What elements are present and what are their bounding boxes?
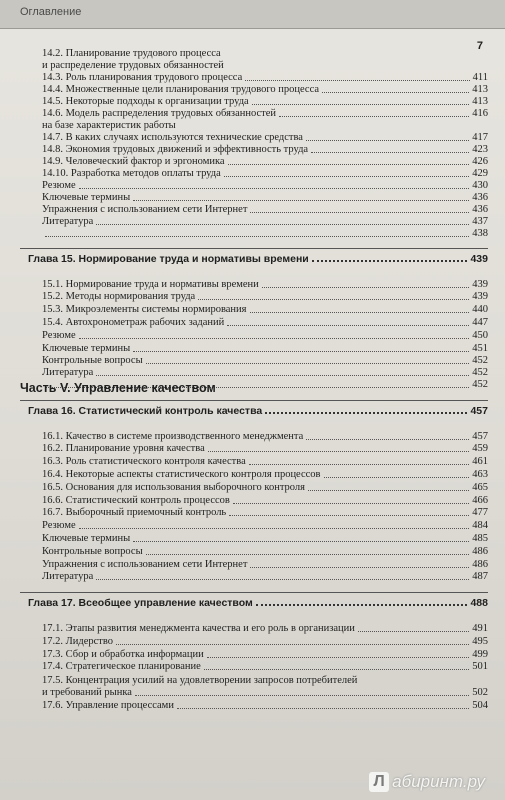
toc-entry (42, 469, 488, 481)
toc-entry-title: 15.4. Автохронометраж рабочих заданий (42, 317, 225, 328)
page-number: 7 (476, 40, 483, 52)
toc-entry-title: 14.10. Разработка методов оплаты труда (42, 168, 221, 179)
toc-entry (42, 456, 488, 468)
toc-entry-title: 16.5. Основания для использования выборочного контроля (42, 482, 305, 493)
toc-entry-title: 16.2. Планирование уровня качества (42, 443, 205, 454)
toc-entry-title: 14.3. Роль планирования трудового процесса (42, 72, 243, 83)
toc-entry (42, 156, 488, 168)
toc-entry-page: 495 (472, 636, 488, 647)
toc-entry-title: 17.1. Этапы развития менеджмента качества и его роль в организации (42, 623, 355, 634)
dot-leader (208, 451, 470, 452)
toc-entry-title: 15.1. Нормирование труда и нормативы времени (42, 279, 259, 290)
toc-entry-page: 487 (472, 571, 488, 582)
toc-entry (42, 317, 488, 329)
toc-entry-page: 438 (472, 228, 488, 239)
toc-entry (42, 279, 488, 291)
toc-entry-title: Глава 17. Всеобщее управление качеством (28, 597, 253, 609)
toc-entry (42, 108, 488, 120)
dot-leader (249, 464, 470, 465)
toc-entry (42, 533, 488, 545)
toc-entry (42, 132, 488, 144)
toc-entry-page: 451 (472, 343, 488, 354)
toc-entry-title: 14.4. Множественные цели планирования трудового процесса (42, 84, 320, 95)
toc-entry-page: 436 (472, 192, 488, 203)
toc-entry-title: 16.4. Некоторые аспекты статистического контроля процессов (42, 469, 321, 480)
chapter-divider (20, 592, 488, 593)
dot-leader (265, 412, 467, 414)
dot-leader (308, 490, 469, 491)
toc-entry (42, 661, 488, 673)
toc-entry (42, 204, 488, 216)
toc-entry-title: Глава 16. Статистический контроль качества (28, 405, 263, 417)
dot-leader (306, 439, 469, 440)
toc-entry-page: 439 (472, 279, 488, 290)
dot-leader (250, 567, 469, 568)
toc-entry-title: 17.6. Управление процессами (42, 700, 174, 711)
toc-entry-page: 486 (472, 559, 488, 570)
toc-entry (42, 367, 488, 379)
toc-entry-page: 437 (472, 216, 488, 227)
toc-entry-title: 16.3. Роль статистического контроля качества (42, 456, 246, 467)
toc-entry (42, 144, 488, 156)
dot-leader (279, 116, 469, 117)
toc-entry-title: Ключевые термины (42, 192, 131, 203)
dot-leader (324, 477, 470, 478)
toc-entry-page: 465 (472, 482, 488, 493)
chapter-divider (20, 248, 488, 249)
toc-entry-page: 452 (472, 355, 488, 366)
dot-leader (311, 152, 469, 153)
toc-entry (42, 60, 488, 72)
toc-entry-page: 450 (472, 330, 488, 341)
toc-entry-title: 17.5. Концентрация усилий на удовлетворении запросов потребителей (42, 675, 358, 686)
toc-entry-page: 461 (472, 456, 488, 467)
toc-entry (42, 546, 488, 558)
toc-entry (42, 304, 488, 316)
toc-entry-page: 439 (472, 291, 488, 302)
dot-leader (96, 375, 469, 376)
toc-entry-title: 14.5. Некоторые подходы к организации труда (42, 96, 249, 107)
part-title: Часть V. Управление качеством (20, 381, 216, 395)
toc-entry (42, 180, 488, 192)
toc-entry (42, 120, 488, 132)
toc-entry (42, 355, 488, 367)
toc-entry (42, 623, 488, 635)
toc-entry (42, 84, 488, 96)
dot-leader (96, 224, 469, 225)
toc-entry-title: 16.1. Качество в системе производственного менеджмента (42, 431, 304, 442)
dot-leader (262, 287, 469, 288)
dot-leader (250, 212, 469, 213)
toc-entry (42, 495, 488, 507)
toc-entry-page: 459 (472, 443, 488, 454)
toc-entry-page: 486 (472, 546, 488, 557)
toc-entry (42, 443, 488, 455)
toc-entry (42, 700, 488, 712)
toc-entry-page: 457 (472, 431, 488, 442)
toc-entry (42, 72, 488, 84)
dot-leader (79, 528, 470, 529)
chapter-entry (28, 597, 488, 609)
toc-entry-page: 426 (472, 156, 488, 167)
dot-leader (228, 164, 470, 165)
dot-leader (233, 503, 469, 504)
toc-entry (42, 649, 488, 661)
toc-entry-page: 499 (472, 649, 488, 660)
chapter-entry (28, 253, 488, 265)
toc-entry (42, 559, 488, 571)
toc-entry-title: 14.8. Экономия трудовых движений и эффективность труда (42, 144, 309, 155)
labirint-logo-icon: Л (369, 772, 389, 792)
chapter-entry (28, 405, 488, 417)
toc-entry-page: 485 (472, 533, 488, 544)
toc-entry-page: 504 (472, 700, 488, 711)
running-header (0, 0, 505, 29)
toc-entry-title: Упражнения с использованием сети Интернет (42, 559, 248, 570)
toc-entry (42, 330, 488, 342)
toc-entry-title: Контрольные вопросы (42, 355, 143, 366)
dot-leader (116, 644, 469, 645)
toc-entry-page: 416 (472, 108, 488, 119)
dot-leader (133, 351, 469, 352)
toc-entry-title: Резюме (42, 520, 76, 531)
dot-leader (358, 631, 469, 632)
toc-entry-title: Глава 15. Нормирование труда и нормативы времени (28, 253, 309, 265)
toc-entry (42, 291, 488, 303)
toc-entry-page: 502 (472, 687, 488, 698)
toc-entry (42, 216, 488, 228)
toc-entry-page: 477 (472, 507, 488, 518)
dot-leader (198, 299, 469, 300)
toc-entry-title: 17.4. Стратегическое планирование (42, 661, 201, 672)
dot-leader (79, 188, 470, 189)
toc-entry (42, 675, 488, 687)
toc-entry-title: 17.2. Лидерство (42, 636, 114, 647)
toc-entry-page: 423 (472, 144, 488, 155)
toc-entry (42, 168, 488, 180)
dot-leader (146, 554, 470, 555)
toc-entry-title: Литература (42, 367, 94, 378)
dot-leader (256, 604, 468, 606)
toc-entry-title: Упражнения с использованием сети Интернет (42, 204, 248, 215)
dot-leader (207, 657, 470, 658)
toc-entry-page: 417 (472, 132, 488, 143)
toc-entry-page: 463 (472, 469, 488, 480)
toc-entry-title: Резюме (42, 180, 76, 191)
toc-entry-page: 457 (470, 405, 488, 417)
dot-leader (306, 140, 469, 141)
dot-leader (135, 695, 469, 696)
toc-entry (42, 507, 488, 519)
dot-leader (250, 312, 470, 313)
toc-entry-title: 16.7. Выборочный приемочный контроль (42, 507, 227, 518)
toc-entry (42, 482, 488, 494)
toc-entry-title: Ключевые термины (42, 343, 131, 354)
toc-entry (42, 192, 488, 204)
chapter-divider (20, 400, 488, 401)
toc-entry-title: и требований рынка (42, 687, 132, 698)
toc-entry-page: 466 (472, 495, 488, 506)
toc-entry-page: 447 (472, 317, 488, 328)
dot-leader (146, 363, 470, 364)
toc-entry-page: 488 (470, 597, 488, 609)
toc-entry-page: 440 (472, 304, 488, 315)
toc-entry-page: 413 (472, 84, 488, 95)
toc-entry (42, 96, 488, 108)
toc-entry-page: 429 (472, 168, 488, 179)
toc-entry-title: Литература (42, 216, 94, 227)
toc-entry-page: 430 (472, 180, 488, 191)
toc-entry-page: 439 (470, 253, 488, 265)
dot-leader (177, 708, 469, 709)
toc-entry-page: 491 (472, 623, 488, 634)
toc-entry (42, 343, 488, 355)
toc-entry-page: 484 (472, 520, 488, 531)
watermark (369, 772, 485, 792)
watermark-text: абиринт.ру (392, 772, 485, 791)
toc-entry-title: Ключевые термины (42, 533, 131, 544)
toc-entry-page: 411 (472, 72, 488, 83)
dot-leader (133, 200, 469, 201)
dot-leader (224, 176, 469, 177)
dot-leader (96, 579, 469, 580)
toc-entry-title: Резюме (42, 330, 76, 341)
toc-entry (42, 571, 488, 583)
dot-leader (322, 92, 469, 93)
toc-entry (42, 48, 488, 60)
toc-entry-page: 501 (472, 661, 488, 672)
toc-entry (42, 228, 488, 240)
toc-entry-title: Контрольные вопросы (42, 546, 143, 557)
toc-entry-title: 15.3. Микроэлементы системы нормирования (42, 304, 247, 315)
toc-entry-title: 14.2. Планирование трудового процесса (42, 48, 221, 59)
running-header-title: Оглавление (20, 6, 82, 18)
toc-entry-title: и распределение трудовых обязанностей (42, 60, 224, 71)
dot-leader (229, 515, 469, 516)
toc-entry-title: 14.7. В каких случаях используются технические средства (42, 132, 303, 143)
dot-leader (79, 338, 470, 339)
toc-entry-page: 452 (472, 379, 488, 390)
toc-entry (42, 636, 488, 648)
toc-entry-page: 413 (472, 96, 488, 107)
toc-entry-title: Литература (42, 571, 94, 582)
toc-entry (42, 687, 488, 699)
toc-entry-title: на базе характеристик работы (42, 120, 176, 131)
dot-leader (45, 236, 469, 237)
toc-entry-page: 436 (472, 204, 488, 215)
toc-entry-title: 14.9. Человеческий фактор и эргономика (42, 156, 225, 167)
toc-entry-title: 15.2. Методы нормирования труда (42, 291, 196, 302)
toc-entry-page: 452 (472, 367, 488, 378)
dot-leader (227, 325, 469, 326)
dot-leader (252, 104, 470, 105)
dot-leader (312, 260, 468, 262)
dot-leader (204, 669, 469, 670)
dot-leader (133, 541, 469, 542)
toc-entry-title: 16.6. Статистический контроль процессов (42, 495, 230, 506)
toc-entry-title: 14.6. Модель распределения трудовых обязанностей (42, 108, 277, 119)
toc-entry (42, 431, 488, 443)
dot-leader (245, 80, 469, 81)
toc-entry (42, 520, 488, 532)
toc-entry-title: 17.3. Сбор и обработка информации (42, 649, 204, 660)
